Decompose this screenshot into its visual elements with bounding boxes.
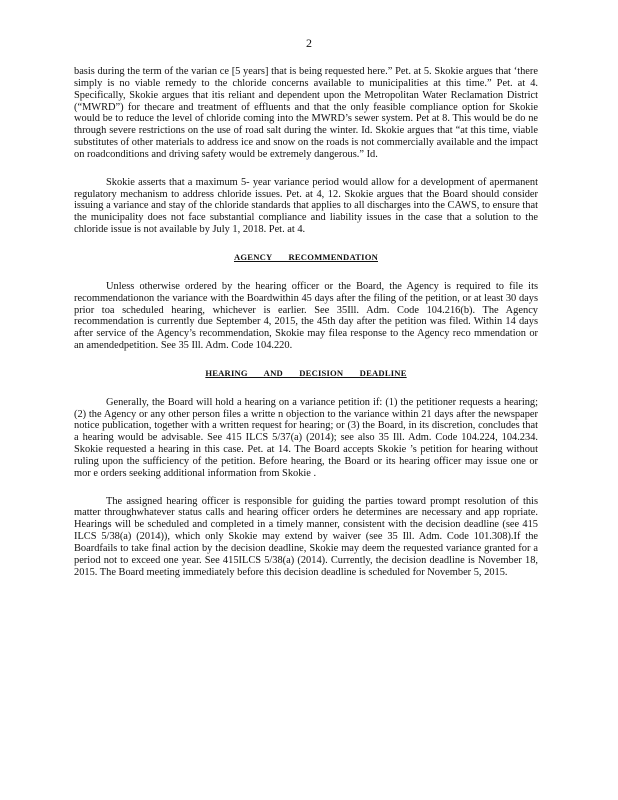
page-number: 2 — [306, 36, 312, 50]
paragraph-hearing-officer: The assigned hearing officer is responsible for guiding the parties toward prompt resolution of this matter throughwhatever status calls and hearing officer orders he determines are necessary and app ropriate. Hearings will be scheduled and completed in a timely manner, consistent with the decision deadline (see 415 ILCS 5/38(a) (2014)), which only Skokie may extend by waiver (see 35 Ill. Adm. Code 101.308).If the Boardfails to take final action by the decision deadline, Skokie may deem the requested variance granted for a period not to exceed one year. See 415ILCS 5/38(a) (2014). Currently, the decision deadline is November 18, 2015. The Board meeting immediately before this decision deadline is scheduled for November 5, 2015. — [74, 495, 538, 578]
document-body — [74, 66, 538, 595]
agency-recommendation-section — [74, 252, 538, 352]
intro-section — [74, 66, 538, 236]
paragraph-skokie-arguments: basis during the term of the varian ce [5 years] that is being requested here.” Pet. at 5. Skokie argues that ‘there simply is no viable remedy to the chloride concerns available to municipalities at this time.” Pet. at 4. Specifically, Skokie argues that itis reliant and dependent upon the Metropolitan Water Reclamation District (“MWRD”) for thecare and treatment of effluents and that the only feasible compliance option for Skokie would be to reduce the level of chloride coming into the MWRD’s sewer system. Pet at 8. This would be do ne through severe restrictions on the use of road salt during the winter. Id. Skokie argues that “at this time, viable substitutes of other materials to address ice and snow on the roads is not commercially available and the impact on roadconditions and driving safety would be extremely dangerous.” Id. — [74, 66, 538, 160]
hearing-deadline-section — [74, 368, 538, 579]
paragraph-variance-period: Skokie asserts that a maximum 5- year variance period would allow for a development of apermanent regulatory mechanism to address chloride issues. Pet. at 4, 12. Skokie argues that the Board should consider issuing a variance and stay of the chloride standards that applies to all discharges into the CAWS, to ensure that the municipality does not face substantial compliance and liability issues in the case that a solution to the chloride issue is not available by July 1, 2018. Pet. at 4. — [74, 176, 538, 236]
paragraph-agency-recommendation: Unless otherwise ordered by the hearing officer or the Board, the Agency is required to file its recommendationon the variance with the Boardwithin 45 days after the filing of the petition, or at least 30 days prior toa scheduled hearing, whichever is earlier. See 35Ill. Adm. Code 104.216(b). The Agency recommendation is currently due September 4, 2015, the 45th day after the petition was filed. Within 14 days after service of the Agency’s recommendation, Skokie may filea response to the Agency reco mmendation or an amendedpetition. See 35 Ill. Adm. Code 104.220. — [74, 280, 538, 352]
section-heading-agency-recommendation: AGENCY RECOMMENDATION — [233, 251, 378, 262]
paragraph-hearing-conditions: Generally, the Board will hold a hearing on a variance petition if: (1) the petitioner requests a hearing; (2) the Agency or any other person files a writte n objection to the variance within 21 days after the newspaper notice publication, together with a written request for hearing; or (3) the Board, in its discretion, concludes that a hearing would be advisable. See 415 ILCS 5/37(a) (2014); see also 35 Ill. Adm. Code 104.224, 104.234. Skokie requested a hearing in this case. Pet. at 14. The Board accepts Skokie ’s petition for hearing without ruling upon the sufficiency of the petition. Before hearing, the Board or its hearing officer may issue one or mor e orders seeking additional information from Skokie . — [74, 396, 538, 479]
section-heading-hearing-deadline: HEARING AND DECISION DEADLINE — [205, 367, 407, 378]
